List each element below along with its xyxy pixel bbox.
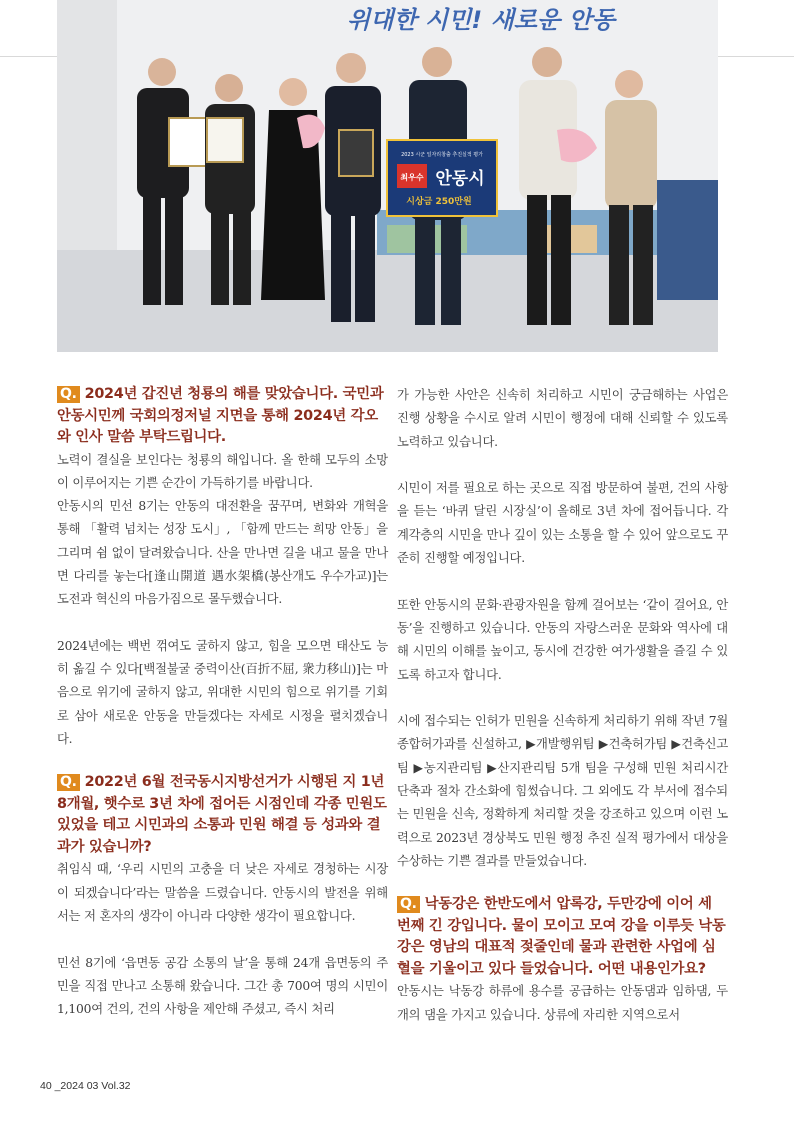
right-question: [397, 894, 728, 980]
right-paragraph: 시민이 저를 필요로 하는 곳으로 직접 방문하여 불편, 건의 사항을 듣는 ‘바퀴 달린 시장실’이 올해로 3년 차에 접어듭니다. 각계각층의 시민을 만나 깊이 있는 소통을 할 수 있어 앞으로도 꾸준히 진행할 예정입니다.: [397, 481, 728, 566]
top-rule-right: [718, 56, 794, 57]
left-question: [57, 772, 388, 858]
left-paragraph: 안동시의 민선 8기는 안동의 대전환을 꿈꾸며, 변화와 개혁을 통해 「활력 넘치는 성장 도시」, 「함께 만드는 희망 안동」을 그리며 쉼 없이 달려왔습니다. 산을 만나면 길을 내고 물을 만나면 다리를 놓는다[逢山開道 遇水架橋(봉산개도 우수가교)]는 도전과 혁신의 마음가짐으로 몰두했습니다.: [57, 499, 388, 607]
question-mark-icon: Q.: [57, 774, 80, 791]
banner-text: 위대한 시민! 새로운 안동: [347, 6, 615, 34]
paragraph-spacer: [57, 928, 388, 951]
award-grade: 최우수: [400, 173, 424, 182]
award-board: [387, 140, 497, 216]
right-paragraph: 또한 안동시의 문화·관광자원을 함께 걸어보는 ‘같이 걸어요, 안동’을 진행하고 있습니다. 안동의 자랑스러운 문화와 역사에 대해 시민의 이해를 높이고, 동시에 건강한 여가생활을 즐길 수 있도록 하고자 합니다.: [397, 597, 728, 682]
question-mark-icon: Q.: [397, 896, 420, 913]
paragraph-spacer: [57, 751, 388, 772]
question-text: 2024년 갑진년 청룡의 해를 맞았습니다. 국민과 안동시민께 국회의정저널 지면을 통해 2024년 각오와 인사 말씀 부탁드립니다.: [57, 386, 384, 445]
left-paragraph: 민선 8기에 ‘읍면동 공감 소통의 날’을 통해 24개 읍면동의 주민을 직접 만나고 소통해 왔습니다. 그간 총 700여 명의 시민이 1,100여 건의, 건의 사항을 제안해 주셨고, 즉시 처리: [57, 955, 388, 1017]
paragraph-spacer: [397, 687, 728, 710]
right-paragraph: 안동시는 낙동강 하류에 용수를 공급하는 안동댐과 임하댐, 두 개의 댐을 가지고 있습니다. 상류에 자리한 지역으로서: [397, 984, 728, 1022]
left-paragraph: 취임식 때, ‘우리 시민의 고충을 더 낮은 자세로 경청하는 시장이 되겠습니다’라는 말씀을 드렸습니다. 안동시의 발전을 위해서는 저 혼자의 생각이 아니라 다양한 생각이 필요합니다.: [57, 862, 388, 923]
right-column: [397, 384, 728, 1027]
top-rule-left: [0, 56, 57, 57]
group-photo-illustration: [57, 0, 718, 352]
left-question: [57, 384, 388, 449]
paragraph-spacer: [57, 612, 388, 635]
group-photo: [57, 0, 718, 352]
question-text: 2022년 6월 전국동시지방선거가 시행된 지 1년 8개월, 햇수로 3년 차에 접어든 시점인데 각종 민원도 있었을 테고 시민과의 소통과 민원 해결 등 성과와 결과가 있습니까?: [57, 774, 387, 855]
right-paragraph: 시에 접수되는 인허가 민원을 신속하게 처리하기 위해 작년 7월 종합허가과를 신설하고, ▶개발행위팀 ▶건축허가팀 ▶건축신고팀 ▶농지관리팀 ▶산지관리팀 5개 팀을 구성해 민원 처리시간 단축과 절차 간소화에 힘썼습니다. 그 외에도 각 부서에 접수되는 민원을 신속, 정확하게 처리할 것을 강조하고 있으며 이런 노력으로 2023년 경상북도 민원 행정 추진 실적 평가에서 대상을 수상하는 기쁜 결과를 만들었습니다.: [397, 714, 728, 868]
left-column: [57, 384, 388, 1021]
left-paragraph: 2024년에는 백번 꺾여도 굴하지 않고, 힘을 모으면 태산도 능히 옮길 수 있다[백절불굴 중력이산(百折不屈, 衆力移山)]는 마음으로 위기에 굴하지 않고, 위대한 시민의 힘으로 위기를 기회로 삼아 새로운 안동을 만들겠다는 자세로 시정을 펼치겠습니다.: [57, 638, 388, 747]
paragraph-spacer: [397, 454, 728, 477]
page-footer: 40 _2024 03 Vol.32: [40, 1080, 131, 1092]
award-city: 안동시: [435, 169, 485, 189]
person-3: [261, 78, 325, 300]
award-subtitle: 2023 시군 일자리창출 추진실적 평가: [401, 152, 483, 158]
award-prize: 시상금 250만원: [406, 197, 472, 207]
paragraph-spacer: [397, 570, 728, 593]
question-text: 낙동강은 한반도에서 압록강, 두만강에 이어 세 번째 긴 강입니다. 물이 모이고 모여 강을 이루듯 낙동강은 영남의 대표적 젖줄인데 물과 관련한 사업에 심혈을 기울이고 있다 들었습니다. 어떤 내용인가요?: [397, 896, 726, 977]
left-paragraph: 노력이 결실을 보인다는 청룡의 해입니다. 올 한해 모두의 소망이 이루어지는 기쁜 순간이 가득하기를 바랍니다.: [57, 452, 388, 490]
question-mark-icon: Q.: [57, 386, 80, 403]
right-paragraph: 가 가능한 사안은 신속히 처리하고 시민이 궁금해하는 사업은 진행 상황을 수시로 알려 시민이 행정에 대해 신뢰할 수 있도록 노력하고 있습니다.: [397, 388, 728, 449]
paragraph-spacer: [397, 873, 728, 894]
